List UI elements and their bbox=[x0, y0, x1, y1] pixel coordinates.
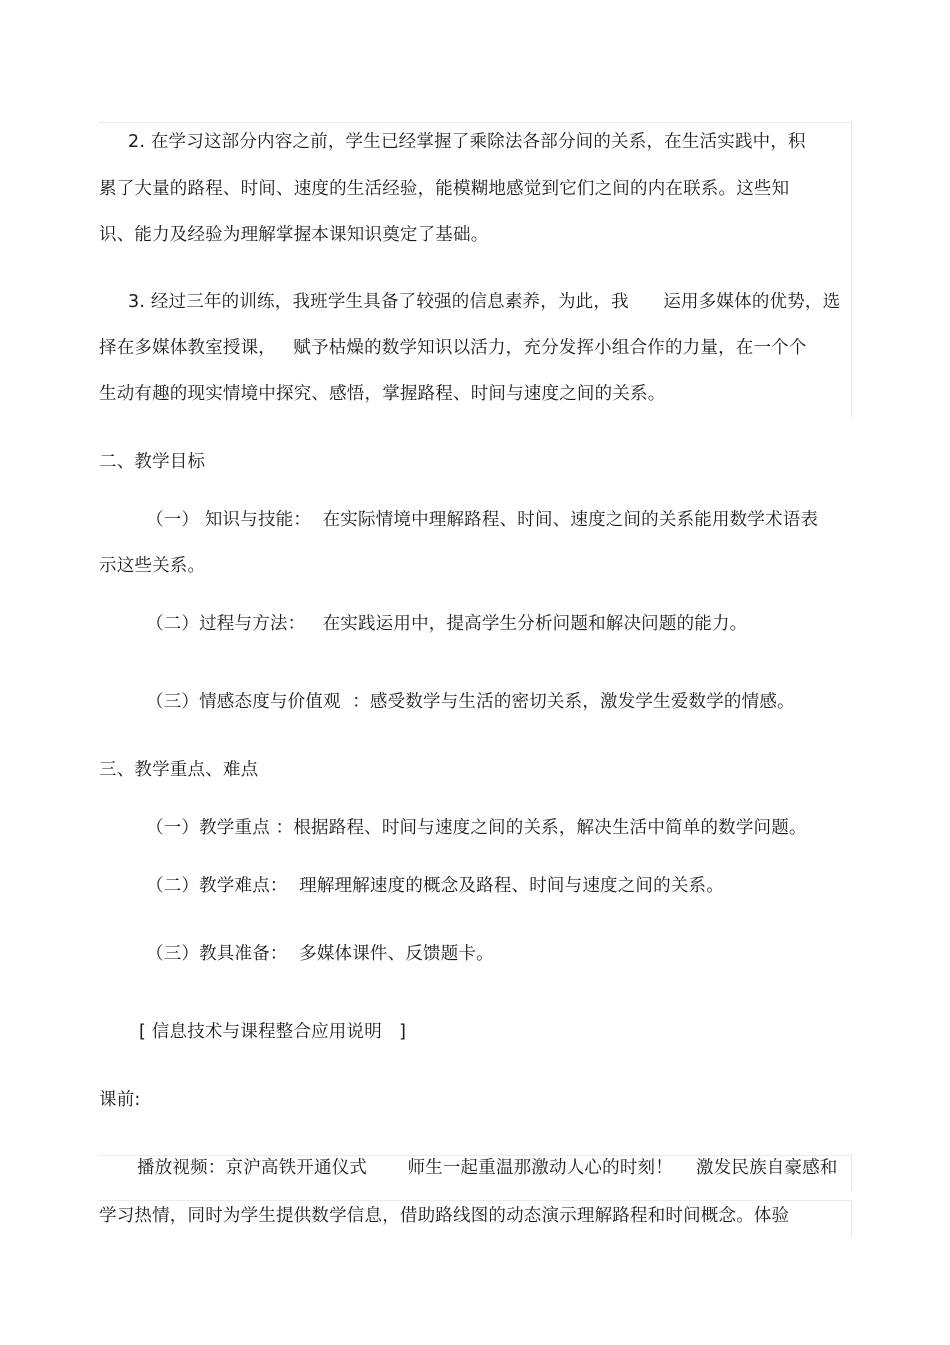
section-3-heading: 三、教学重点、难点 bbox=[99, 760, 259, 780]
paragraph-2-line-3: 识、能力及经验为理解掌握本课知识奠定了基础。 bbox=[99, 225, 489, 245]
goal-3: （三）情感态度与价值观 ：感受数学与生活的密切关系，激发学生爱数学的情感。 bbox=[146, 692, 795, 712]
table-border-right-lower bbox=[851, 1155, 852, 1191]
goal-1-line-1: （一） 知识与技能： 在实际情境中理解路程、时间、速度之间的关系能用数学术语表 bbox=[146, 510, 819, 530]
integration-note: [ 信息技术与课程整合应用说明 ] bbox=[139, 1022, 407, 1042]
before-class-line-2: 学习热情，同时为学生提供数学信息，借助路线图的动态演示理解路程和时间概念。体验 bbox=[99, 1206, 790, 1226]
goal-2: （二）过程与方法： 在实践运用中，提高学生分析问题和解决问题的能力。 bbox=[146, 614, 748, 634]
section-2-heading: 二、教学目标 bbox=[99, 452, 206, 472]
before-class-label: 课前: bbox=[99, 1090, 141, 1110]
table-border-right-bottom bbox=[851, 1200, 852, 1236]
key-point-2: （二）教学难点： 理解理解速度的概念及路程、时间与速度之间的关系。 bbox=[146, 876, 724, 896]
key-point-3: （三）教具准备： 多媒体课件、反馈题卡。 bbox=[146, 944, 494, 964]
key-point-1: （一）教学重点 ：根据路程、时间与速度之间的关系，解决生活中简单的数学问题。 bbox=[146, 818, 807, 838]
goal-1-line-2: 示这些关系。 bbox=[99, 556, 206, 576]
before-class-line-1: 播放视频：京沪高铁开通仪式 师生一起重温那激动人心的时刻！ 激发民族自豪感和 bbox=[137, 1158, 838, 1178]
table-border-top bbox=[98, 122, 851, 123]
paragraph-3-line-1: 3. 经过三年的训练，我班学生具备了较强的信息素养，为此，我 运用多媒体的优势，选 bbox=[128, 292, 841, 312]
paragraph-2-line-2: 累了大量的路程、时间、速度的生活经验，能模糊地感觉到它们之间的内在联系。这些知 bbox=[99, 179, 790, 199]
paragraph-3-line-3: 生动有趣的现实情境中探究、感悟，掌握路程、时间与速度之间的关系。 bbox=[99, 384, 666, 404]
table-border-lower bbox=[98, 1200, 851, 1201]
paragraph-3-line-2: 择在多媒体教室授课， 赋予枯燥的数学知识以活力，充分发挥小组合作的力量，在一个个 bbox=[99, 338, 807, 358]
table-border-right bbox=[851, 122, 852, 417]
paragraph-2-line-1: 2. 在学习这部分内容之前，学生已经掌握了乘除法各部分间的关系，在生活实践中，积 bbox=[128, 132, 806, 152]
